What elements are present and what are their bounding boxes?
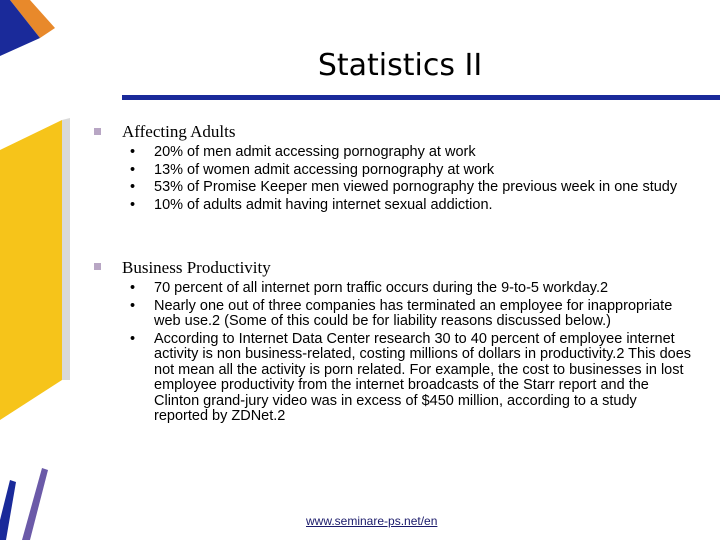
decorative-side-graphic — [0, 0, 140, 540]
decorative-navy-stripe — [0, 480, 16, 540]
list-item: • According to Internet Data Center research 30 to 40 percent of employee internet activity is non business-related, costing millions of dollars in productivity.2 This does not mean all the activity is porn related. For example, the cost to businesses in lost employee productivity from the internet broadcasts of the Starr report and the Clinton grand-jury video was in excess of $450 million, according to a study reported by ZDNet.2 — [130, 330, 692, 424]
bullet-dot-icon: • — [130, 196, 136, 213]
bullet-dot-icon: • — [130, 280, 136, 296]
list-item: • 13% of women admit accessing pornography at work — [130, 161, 495, 178]
list-item: • 20% of men admit accessing pornography at work — [130, 144, 476, 160]
bullet-dot-icon: • — [130, 161, 136, 178]
decorative-purple-stripe — [22, 468, 48, 540]
footer-website-link[interactable]: www.seminare-ps.net/en — [306, 514, 438, 528]
bullet-dot-icon: • — [130, 179, 136, 195]
slide-title: Statistics II — [317, 48, 483, 83]
section-bullet-icon — [94, 128, 101, 135]
title-underline — [122, 95, 720, 100]
list-item: • 70 percent of all internet porn traffic occurs during the 9-to-5 workday.2 — [130, 280, 609, 296]
affecting-adults-list — [122, 145, 694, 215]
list-item: • 53% of Promise Keeper men viewed pornography the previous week in one study — [130, 179, 678, 195]
bullet-dot-icon: • — [130, 330, 136, 347]
bullet-dot-icon: • — [130, 297, 136, 314]
section-bullet-icon — [94, 263, 101, 270]
bullet-dot-icon: • — [130, 144, 136, 160]
section-heading-affecting-adults: Affecting Adults — [122, 122, 236, 141]
decorative-gray-band — [62, 118, 70, 380]
decorative-yellow-band — [0, 120, 62, 420]
list-item: • Nearly one out of three companies has terminated an employee for inappropriate web use.2 (Some of this could be for liability reasons discussed below.) — [130, 297, 673, 329]
list-item: • 10% of adults admit having internet sexual addiction. — [130, 196, 493, 213]
section-heading-business-productivity: Business Productivity — [122, 258, 271, 277]
business-productivity-list — [122, 281, 694, 427]
